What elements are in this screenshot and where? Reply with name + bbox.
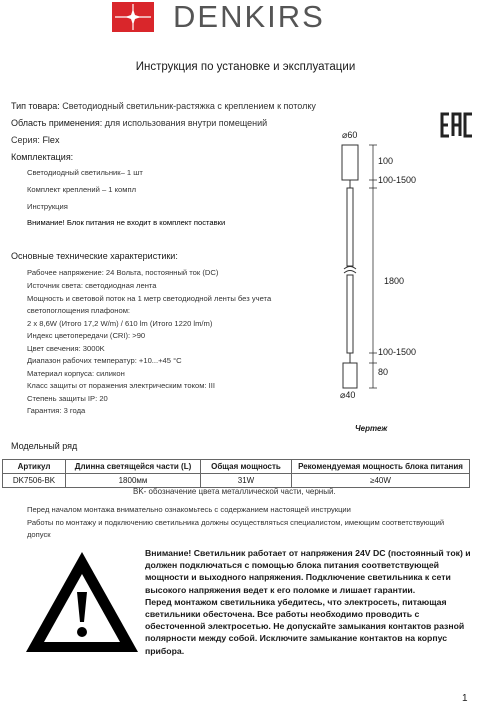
kit-item: Комплект креплений – 1 компл [27,185,137,194]
note-line: Работы по монтажу и подключению светильника должны осуществляться специалистом, имеющим соответствующий [27,518,445,527]
product-type-value: Светодиодный светильник-растяжка с креплением к потолку [62,101,316,111]
drawing-caption: Чертеж [355,424,388,433]
spec-line: светопоглощения плафоном: [27,306,131,315]
note-line: допуск [27,530,51,539]
table-cell: DK7506-BK [3,474,66,488]
page-number: 1 [462,693,468,704]
table-row [3,474,470,488]
table-header-cell: Рекомендуемая мощность блока питания [292,460,470,474]
table-header-cell: Общая мощность [201,460,292,474]
product-type [11,101,316,111]
spec-line: Мощность и световой поток на 1 метр светодиодной ленты без учета [27,294,272,303]
drawing-top-body [342,145,358,180]
models-table [2,459,470,488]
kit-heading: Комплектация: [11,152,74,162]
dim-1800: 1800 [384,276,405,286]
brand-logo-mark [112,2,154,32]
product-series [11,135,59,145]
drawing-bottom-body [343,363,357,388]
table-cell: ≥40W [292,474,470,488]
page-title: Инструкция по установке и эксплуатации [135,61,356,73]
kit-warning: Внимание! Блок питания не входит в комплект поставки [27,218,226,227]
product-area-label: Область применения: [11,118,103,128]
spec-line: Источник света: светодиодная лента [27,281,157,290]
spec-line: Диапазон рабочих температур: +10...+45 °C [27,356,182,365]
product-series-value: Flex [42,135,60,145]
warning-paragraph: Перед монтажом светильника убедитесь, что электросеть, питающая светильники обесточена. Все работы необходимо проводить с обесточенной электросетью. Не допускайте замыкания контактов разной полярности между собой. Исключите замыкание контактов на корпус прибора. [145,596,465,656]
spec-line: 2 х 8,6W (Итого 17,2 W/m) / 610 lm (Итого 1220 lm/m) [27,319,213,328]
spec-line: Индекс цветопередачи (CRI): >90 [27,331,146,340]
kit-item: Инструкция [27,202,68,211]
product-area [11,118,267,128]
warning-triangle-icon [22,548,142,656]
spec-line: Класс защиты от поражения электрическим током: III [27,381,216,390]
product-series-label: Серия: [11,135,40,145]
brand-logo-text: DENKIRS [173,0,325,34]
product-area-value: для использования внутри помещений [104,118,268,128]
spec-line: Степень защиты IP: 20 [27,394,108,403]
table-header-row [3,460,470,474]
note-line: Перед началом монтажа внимательно ознакомьтесь с содержанием настоящей инструкции [27,505,351,514]
drawing-tube-lower [347,275,353,353]
spec-line: Рабочее напряжение: 24 Вольта, постоянный ток (DC) [27,268,219,277]
dim-top-diameter: ⌀60 [342,130,358,140]
dim-cable-bottom: 100-1500 [378,347,417,357]
drawing-tube-upper [347,188,353,266]
models-heading: Модельный ряд [11,441,78,451]
product-type-label: Тип товара: [11,101,60,111]
table-cell: 1800мм [66,474,201,488]
spec-line: Цвет свечения: 3000K [27,344,105,353]
table-header-cell: Артикул [3,460,66,474]
dim-cable-top: 100-1500 [378,175,417,185]
warning-text [145,547,475,657]
models-note: BK- обозначение цвета металлической части, черный. [133,487,336,496]
kit-item: Светодиодный светильник– 1 шт [27,168,143,177]
dim-bottom-diameter: ⌀40 [340,390,356,400]
specs-heading: Основные технические характеристики: [11,251,178,261]
dim-80: 80 [378,367,389,377]
table-header-cell: Длинна светящейся части (L) [66,460,201,474]
spec-line: Материал корпуса: силикон [27,369,125,378]
product-drawing [320,125,470,410]
spec-line: Гарантия: 3 года [27,406,86,415]
table-cell: 31W [201,474,292,488]
warning-paragraph: Внимание! Светильник работает от напряжения 24V DC (постоянный ток) и должен подключаться с помощью блока питания соответствующей мощности и выходного напряжения. Подключение светильника к сети высокого напряжения ведет к его поломке и лишает гарантии. [145,548,471,595]
dim-100: 100 [378,156,394,166]
star-icon [112,2,154,32]
